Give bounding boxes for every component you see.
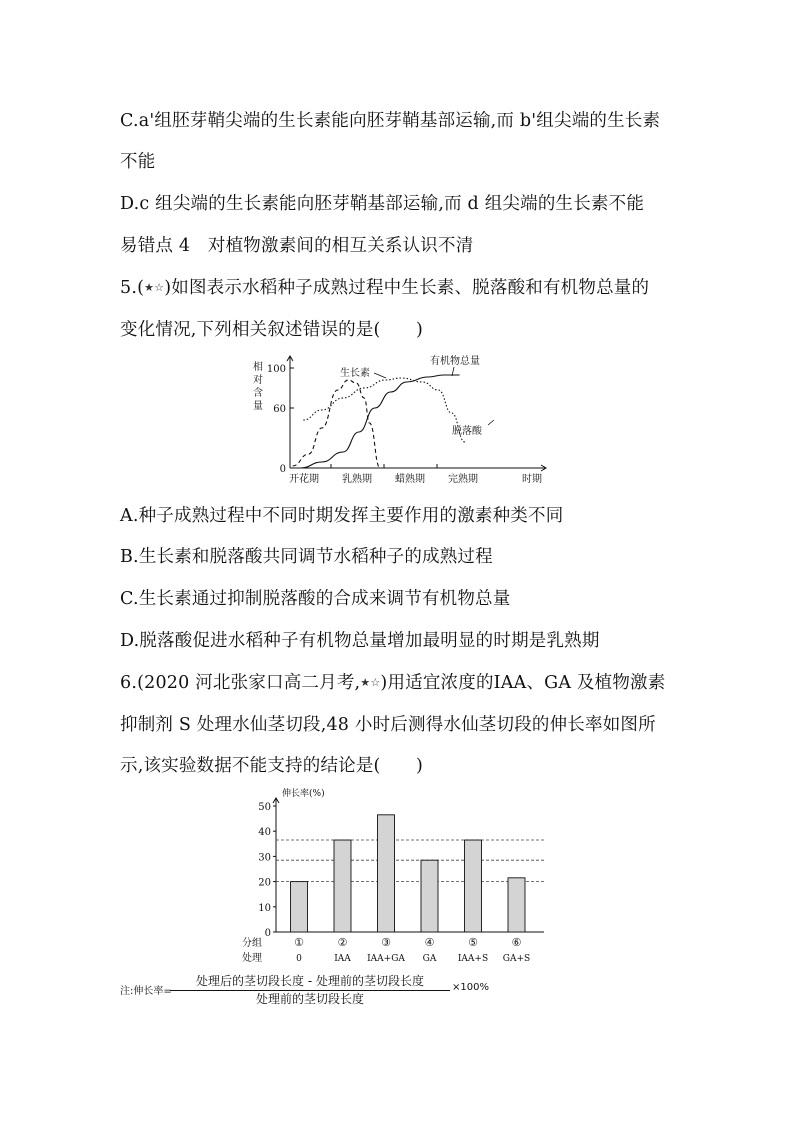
x-tick-label: 完熟期 bbox=[448, 474, 478, 485]
group-label: ⑥ bbox=[511, 936, 522, 949]
y-tick-label: 0 bbox=[279, 464, 286, 475]
group-label: ① bbox=[294, 936, 304, 949]
group-label: ③ bbox=[381, 936, 391, 949]
option-c-line-1: C.a'组胚芽鞘尖端的生长素能向胚芽鞘基部运输,而 b'组尖端的生长素 bbox=[120, 111, 661, 131]
group-label: ④ bbox=[424, 936, 435, 949]
question-6-stem: )用适宜浓度的IAA、GA 及植物激素 bbox=[380, 673, 666, 693]
treatment-label: 0 bbox=[296, 954, 302, 964]
question-5-line-2: 变化情况,下列相关叙述错误的是( ) bbox=[120, 320, 424, 340]
treatment-label: IAA+GA bbox=[367, 954, 405, 964]
y-tick-label: 60 bbox=[273, 404, 286, 415]
series-label-pointer bbox=[488, 420, 494, 425]
y-axis-label: 对 bbox=[253, 375, 263, 386]
series-label-pointer bbox=[374, 373, 386, 378]
treatment-label: GA bbox=[422, 954, 437, 964]
question-5-option-d: D.脱落酸促进水稻种子有机物总量增加最明显的时期是乳熟期 bbox=[120, 631, 600, 651]
series-line-solid bbox=[301, 375, 460, 468]
series-line-dotted bbox=[303, 378, 465, 442]
question-6-number: 6.(2020 河北张家口高二月考, bbox=[120, 673, 361, 693]
series-label-organic: 有机物总量 bbox=[430, 356, 480, 367]
row-label-group: 分组 bbox=[242, 938, 262, 949]
question-5-line-1 bbox=[120, 274, 649, 299]
x-tick-label: 开花期 bbox=[289, 474, 319, 485]
difficulty-star-icon: ★☆ bbox=[360, 676, 381, 689]
bar bbox=[334, 840, 351, 932]
question-5-stem: )如图表示水稻种子成熟过程中生长素、脱落酸和有机物总量的 bbox=[164, 278, 650, 298]
y-axis-label: 相 bbox=[253, 362, 263, 373]
x-axis-label: 时期 bbox=[522, 474, 542, 485]
question-5-option-c: C.生长素通过抑制脱落酸的合成来调节有机物总量 bbox=[120, 589, 511, 609]
y-tick-label: 30 bbox=[258, 852, 271, 864]
question-5-number: 5.( bbox=[120, 278, 145, 298]
formula-prefix: 注:伸长率= bbox=[120, 986, 172, 997]
formula-numerator: 处理后的茎切段长度 - 处理前的茎切段长度 bbox=[170, 972, 450, 991]
treatment-label: IAA bbox=[334, 954, 351, 964]
y-axis-label: 含 bbox=[253, 388, 263, 399]
bar bbox=[508, 878, 525, 932]
y-tick-label: 100 bbox=[266, 364, 286, 375]
y-tick-label: 0 bbox=[264, 928, 271, 939]
difficulty-star-icon: ★☆ bbox=[144, 281, 165, 294]
x-tick-label: 蜡熟期 bbox=[395, 474, 425, 485]
y-axis-label: 量 bbox=[253, 401, 263, 412]
line-chart bbox=[240, 348, 560, 488]
y-tick-label: 20 bbox=[258, 877, 271, 889]
y-axis-label: 伸长率(%) bbox=[282, 789, 325, 799]
bar bbox=[465, 840, 482, 932]
bar bbox=[421, 860, 438, 932]
x-tick-label: 乳熟期 bbox=[342, 474, 372, 485]
option-d-line: D.c 组尖端的生长素能向胚芽鞘基部运输,而 d 组尖端的生长素不能 bbox=[120, 194, 645, 214]
treatment-label: GA+S bbox=[502, 954, 531, 964]
series-line-dashed bbox=[293, 380, 380, 468]
question-6-line-3: 示,该实验数据不能支持的结论是( ) bbox=[120, 756, 424, 776]
row-label-treatment: 处理 bbox=[242, 953, 262, 964]
y-tick-label: 50 bbox=[258, 802, 271, 813]
y-tick-label: 40 bbox=[258, 827, 271, 839]
formula-denominator: 处理前的茎切段长度 bbox=[255, 992, 364, 1006]
bar bbox=[291, 882, 308, 932]
series-label-auxin: 生长素 bbox=[340, 368, 370, 379]
question-5-option-a: A.种子成熟过程中不同时期发挥主要作用的激素种类不同 bbox=[120, 506, 564, 526]
question-6-line-1 bbox=[120, 669, 665, 694]
question-6-line-2: 抑制剂 S 处理水仙茎切段,48 小时后测得水仙茎切段的伸长率如图所 bbox=[120, 715, 656, 735]
series-label-aba: 脱落酸 bbox=[452, 426, 482, 437]
y-tick-label: 10 bbox=[258, 902, 271, 914]
bar bbox=[378, 815, 395, 932]
option-c-line-2: 不能 bbox=[120, 152, 156, 172]
group-label: ② bbox=[337, 936, 348, 949]
bar-chart bbox=[240, 784, 560, 970]
section-title: 易错点 4 对植物激素间的相互关系认识不清 bbox=[120, 236, 474, 256]
question-5-option-b: B.生长素和脱落酸共同调节水稻种子的成熟过程 bbox=[120, 547, 493, 567]
group-label: ⑤ bbox=[468, 936, 478, 949]
formula-suffix: ×100% bbox=[452, 982, 489, 993]
treatment-label: IAA+S bbox=[457, 954, 489, 964]
